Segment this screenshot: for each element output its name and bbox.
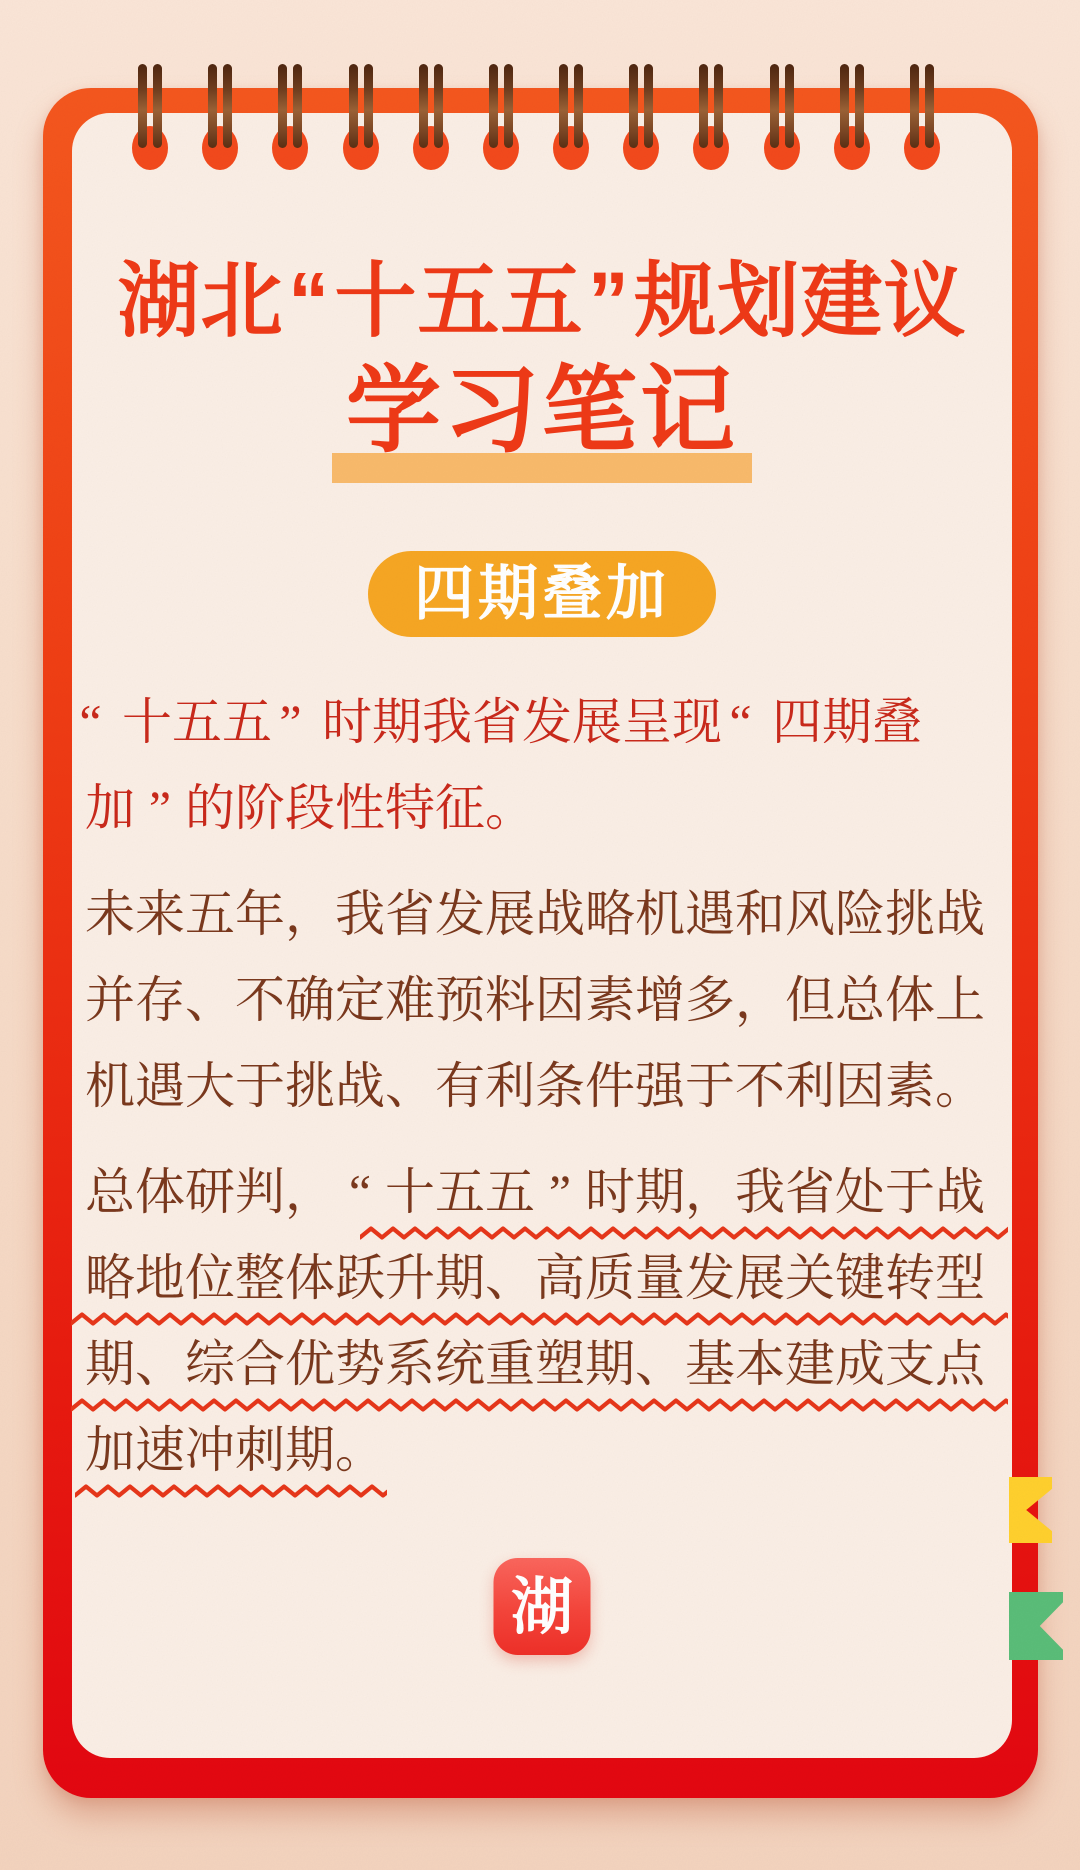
paragraph-3-line-4: 加速冲刺期。 bbox=[85, 1407, 1004, 1493]
paragraph-1-line-2: 加 ” 的阶段性特征。 bbox=[85, 780, 535, 836]
notebook-card bbox=[43, 88, 1038, 1798]
paragraph-1 bbox=[79, 679, 1004, 851]
topic-badge-row bbox=[72, 551, 1012, 637]
binding-ring bbox=[342, 64, 380, 236]
body-text bbox=[72, 679, 1012, 1493]
binding-ring bbox=[903, 64, 941, 236]
poster-title-line1: 湖北“十五五”规划建议 bbox=[117, 256, 967, 347]
spiral-binding bbox=[131, 64, 941, 236]
wavy-underline bbox=[75, 1483, 387, 1499]
binding-ring bbox=[552, 64, 590, 236]
paragraph-2-line-3: 机遇大于挑战、有利条件强于不利因素。 bbox=[85, 1058, 985, 1114]
hubei-app-logo bbox=[494, 1558, 591, 1655]
topic-badge: 四期叠加 bbox=[368, 551, 716, 637]
poster-title-line2-row bbox=[72, 359, 1012, 491]
paragraph-3-line-1: 总体研判， “ 十五五 ” 时期，我省处于战 bbox=[85, 1149, 1004, 1235]
poster-title-line2: 学习笔记 bbox=[345, 358, 738, 464]
paragraph-3-line-3: 期、综合优势系统重塑期、基本建成支点 bbox=[85, 1321, 1004, 1407]
binding-ring bbox=[131, 64, 169, 236]
binding-ring bbox=[692, 64, 730, 236]
binding-ring bbox=[412, 64, 450, 236]
title-highlight-wrap bbox=[346, 359, 738, 491]
paragraph-3-line-2: 略地位整体跃升期、高质量发展关键转型 bbox=[85, 1235, 1004, 1321]
paragraph-1-line-1: “ 十五五 ” 时期我省发展呈现 “ 四期叠 bbox=[79, 694, 922, 750]
binding-ring bbox=[622, 64, 660, 236]
binding-ring bbox=[201, 64, 239, 236]
binding-ring bbox=[482, 64, 520, 236]
paragraph-3 bbox=[85, 1149, 1004, 1493]
notebook-page bbox=[72, 113, 1012, 1758]
binding-ring bbox=[271, 64, 309, 236]
paragraph-2 bbox=[85, 871, 1004, 1129]
binding-ring bbox=[833, 64, 871, 236]
hubei-logo-character: 湖 bbox=[510, 1569, 573, 1643]
binding-ring bbox=[763, 64, 801, 236]
paragraph-2-line-1: 未来五年，我省发展战略机遇和风险挑战 bbox=[85, 886, 985, 942]
paragraph-2-line-2: 并存、不确定难预料因素增多，但总体上 bbox=[85, 972, 985, 1028]
green-bookmark-ribbon bbox=[1009, 1592, 1063, 1660]
